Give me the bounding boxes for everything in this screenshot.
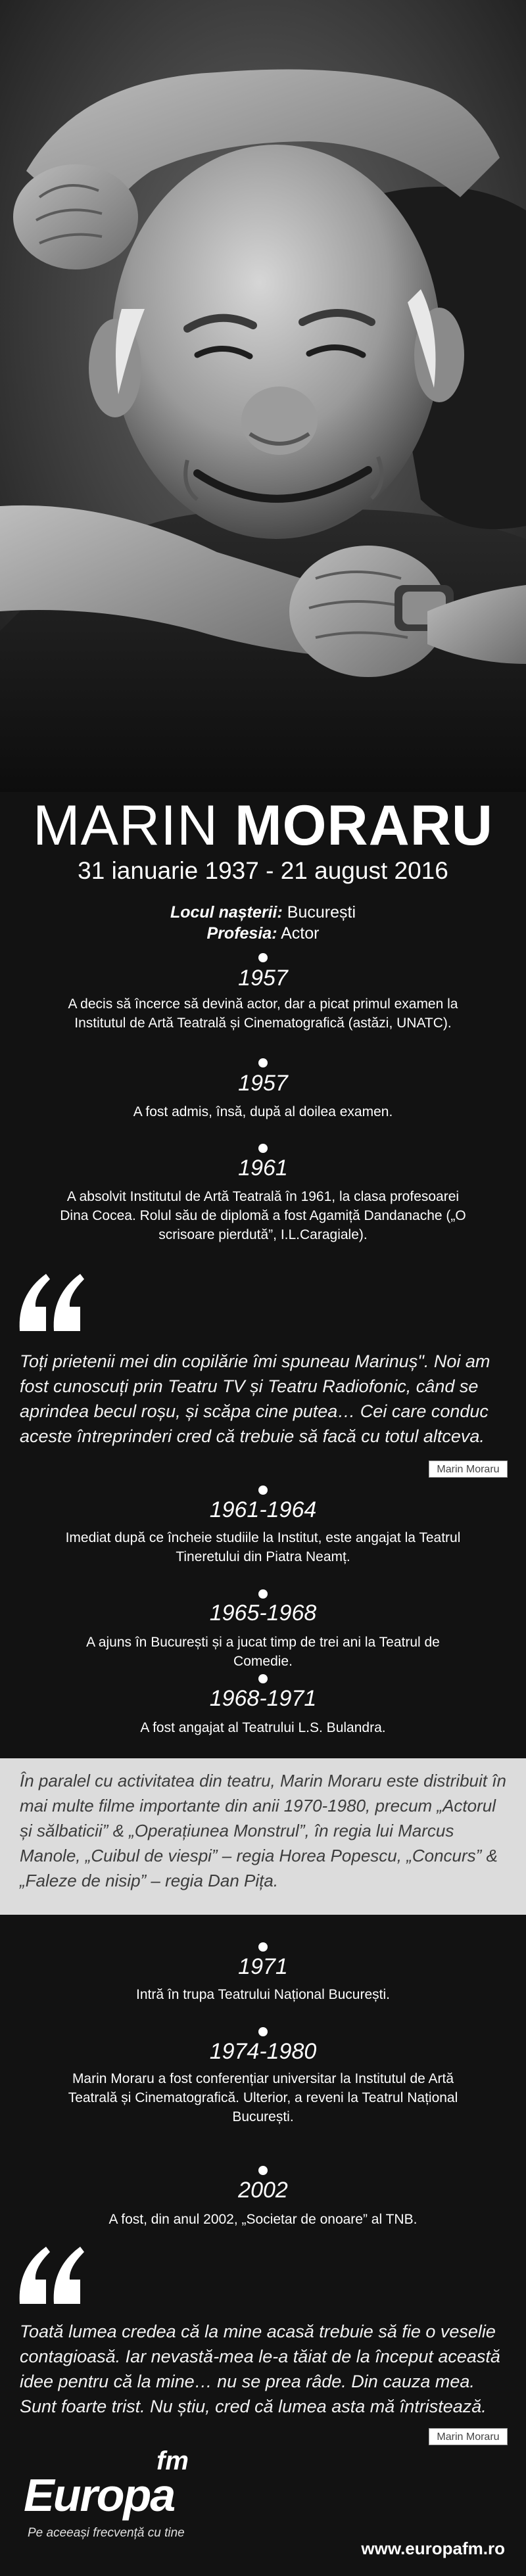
timeline-year: 1957 bbox=[238, 966, 288, 991]
quote-author: Marin Moraru bbox=[429, 2428, 508, 2445]
timeline-dot bbox=[258, 1589, 268, 1599]
website-link[interactable]: www.europafm.ro bbox=[361, 2539, 505, 2558]
timeline-year: 1961 bbox=[238, 1156, 288, 1181]
quote-text: Toți prietenii mei din copilărie îmi spuneau Marinuș". Noi am fost cunoscuți prin Teatru TV și Teatru Radiofonic, când se aprindea becul roșu, și scăpa cine putea… Cei care conduc aceste întreprinderi cred că trebuie să facă cu totul altceva. bbox=[20, 1351, 490, 1446]
timeline-dot bbox=[258, 1144, 268, 1153]
timeline-text: A fost, din anul 2002, „Societar de onoare” al TNB. bbox=[108, 2212, 418, 2227]
last-name: MORARU bbox=[235, 794, 493, 857]
profession bbox=[0, 923, 526, 944]
europa-fm-logo: Europa bbox=[24, 2470, 175, 2521]
portrait-illustration bbox=[0, 0, 526, 792]
timeline-text: Marin Moraru a fost conferențiar universitar la Institutul de Artă Teatrală și Cinematografică. Ulterior, a reveni la Teatrul Național București. bbox=[68, 2071, 458, 2124]
life-dates: 31 ianuarie 1937 - 21 august 2016 bbox=[78, 857, 448, 884]
timeline-dot bbox=[258, 1058, 268, 1067]
timeline-dot bbox=[258, 953, 268, 962]
film-note-text: În paralel cu activitatea din teatru, Marin Moraru este distribuit în mai multe filme importante din anii 1970-1980, precum „Actorul și sălbaticii” & „Operațiunea Monstrul”, în regia lui Marcus Manole, „Cuibul de viespi” – regia Horea Popescu, „Concurs” & „Faleze de nisip” – regia Dan Pița. bbox=[20, 1771, 506, 1890]
quote-mark-icon bbox=[14, 2241, 87, 2307]
timeline-dot bbox=[258, 1486, 268, 1495]
logo-fm: fm bbox=[156, 2447, 189, 2475]
timeline-text: A decis să încerce să devină actor, dar a picat primul examen la Institutul de Artă Teatrală și Cinematografică (astăzi, UNATC). bbox=[68, 996, 458, 1031]
timeline-text: A fost admis, însă, după al doilea examen. bbox=[133, 1104, 393, 1119]
portrait-photo bbox=[0, 0, 526, 792]
timeline-year: 2002 bbox=[238, 2178, 288, 2203]
profession-value: Actor bbox=[281, 924, 320, 943]
birthplace-label: Locul nașterii: bbox=[170, 903, 283, 922]
timeline-year: 1974-1980 bbox=[209, 2039, 317, 2064]
timeline-year: 1965-1968 bbox=[209, 1601, 317, 1626]
quote-text: Toată lumea credea că la mine acasă trebuie să fie o veselie contagioasă. Iar nevastă-mea le-a tăiat de la început această idee pentru că la mine… nu se prea râde. Din cauza mea. Sunt foarte trist. Nu știu, cred că lumea asta mă întristează. bbox=[20, 2322, 500, 2416]
timeline-dot bbox=[258, 1674, 268, 1683]
timeline-dot bbox=[258, 1942, 268, 1952]
timeline-text: Intră în trupa Teatrului Național București. bbox=[136, 1987, 390, 2002]
first-name: MARIN bbox=[33, 794, 219, 857]
birthplace-value: București bbox=[287, 903, 356, 922]
timeline-year: 1968-1971 bbox=[209, 1686, 317, 1711]
timeline-text: Imediat după ce încheie studiile la Institut, este angajat la Teatrul Tineretului din Piatra Neamț. bbox=[65, 1530, 461, 1564]
timeline-text: A fost angajat al Teatrului L.S. Bulandra. bbox=[140, 1720, 386, 1735]
timeline-text: A absolvit Institutul de Artă Teatrală în 1961, la clasa profesoarei Dina Cocea. Rolul său de diplomă a fost Agamiță Dandanache („O scrisoare pierdută”, I.L.Caragiale). bbox=[60, 1189, 466, 1242]
timeline-year: 1971 bbox=[238, 1954, 288, 1979]
timeline-dot bbox=[258, 2166, 268, 2175]
quote-mark-icon bbox=[14, 1269, 87, 1334]
station-tagline: Pe aceeași frecvență cu tine bbox=[28, 2526, 185, 2540]
person-name bbox=[0, 794, 526, 857]
timeline-year: 1961-1964 bbox=[209, 1497, 317, 1522]
timeline-dot bbox=[258, 2027, 268, 2036]
timeline-text: A ajuns în București și a jucat timp de trei ani la Teatrul de Comedie. bbox=[86, 1635, 440, 1669]
quote-author: Marin Moraru bbox=[429, 1461, 508, 1478]
timeline-year: 1957 bbox=[238, 1071, 288, 1096]
profession-label: Profesia: bbox=[206, 924, 277, 943]
birthplace bbox=[0, 902, 526, 923]
